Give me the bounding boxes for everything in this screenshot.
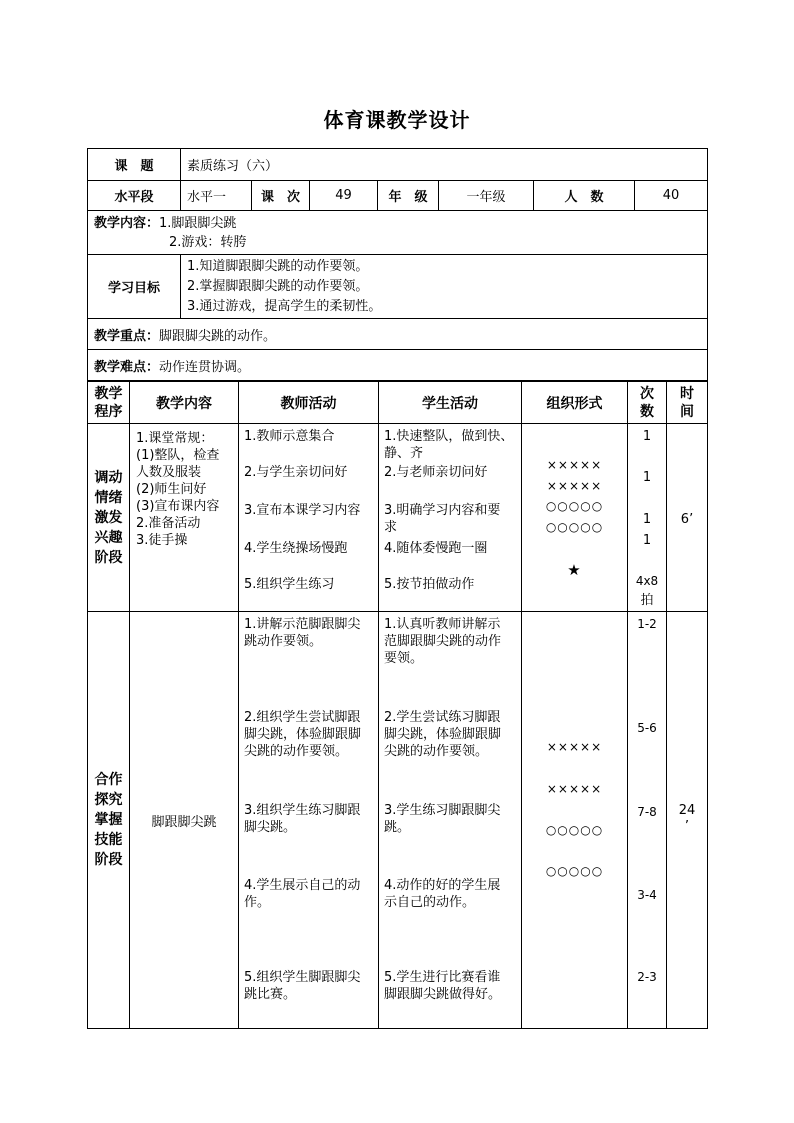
col-procedure-line: 教学	[94, 385, 123, 402]
procedure-table	[87, 381, 708, 1029]
student-item: 1.快速整队，做到快、	[384, 429, 514, 444]
content-line: 1.脚跟脚尖跳	[159, 215, 237, 231]
stage-name-line: 兴趣	[94, 529, 123, 546]
formation-row: ×××××	[546, 782, 603, 796]
times-value: 1	[642, 533, 652, 548]
difficulty-point	[88, 350, 708, 381]
col-procedure-line: 程序	[94, 403, 123, 420]
student-item: 2.与老师亲切问好	[384, 465, 488, 480]
col-duration-line: 间	[680, 403, 694, 420]
teacher-item: 尖跳的动作要领。	[244, 744, 349, 759]
teacher-item: 5.组织学生练习	[244, 577, 335, 592]
times-value: 5-6	[637, 721, 657, 735]
student-item: 5.按节拍做动作	[384, 577, 475, 592]
student-item: 4.随体委慢跑一圈	[384, 541, 488, 556]
formation-row: ×××××	[546, 740, 603, 754]
times-value: 1-2	[637, 617, 657, 631]
student-item: 5.学生进行比赛看谁	[384, 970, 501, 985]
formation-row: ○○○○○	[545, 499, 604, 513]
student-item: 3.明确学习内容和要	[384, 503, 501, 518]
content-item: 3.徒手操	[136, 533, 188, 548]
teacher-item: 跳动作要领。	[244, 634, 323, 649]
goals-list	[181, 255, 708, 319]
teacher-item: 3.宣布本课学习内容	[244, 503, 361, 518]
goal-item: 2.掌握脚跟脚尖跳的动作要领。	[187, 278, 369, 294]
col-times	[628, 382, 667, 424]
stage-row-warmup	[88, 424, 708, 612]
duration-value: ’	[684, 819, 690, 834]
content-item: (1)整队，检查	[136, 448, 220, 463]
student-item: 静、齐	[384, 446, 424, 461]
key-point	[88, 319, 708, 350]
people-label: 人 数	[534, 181, 635, 211]
stage-name-line: 激发	[94, 509, 123, 526]
stage-name-line: 阶段	[94, 549, 123, 566]
times-cell	[628, 424, 667, 612]
student-item: 脚尖跳，体验脚跟脚	[384, 727, 502, 742]
stage-content: 脚跟脚尖跳	[130, 612, 239, 1029]
duration-value: 24	[678, 803, 696, 818]
formation-row: ○○○○○	[545, 520, 604, 534]
stage-name-line: 合作	[94, 772, 123, 788]
lesson-info-table	[87, 148, 708, 381]
teacher-item: 3.组织学生练习脚跟	[244, 803, 361, 818]
col-teacher: 教师活动	[239, 382, 379, 424]
times-value: 7-8	[637, 805, 657, 819]
col-procedure	[88, 382, 130, 424]
teacher-activity	[239, 612, 379, 1029]
times-value: 2-3	[637, 970, 657, 984]
content-line: 2.游戏：转胯	[169, 234, 247, 250]
col-times-line: 次	[640, 385, 654, 402]
formation-row: ○○○○○	[545, 823, 604, 837]
grade-value: 一年级	[439, 181, 534, 211]
stage-name-line: 掌握	[94, 812, 123, 828]
people-value: 40	[635, 181, 708, 211]
stage-name	[88, 612, 130, 1029]
teacher-item: 脚尖跳。	[244, 820, 297, 835]
organization-form	[522, 424, 628, 612]
stage-name-line: 探究	[94, 792, 123, 808]
student-item: 示自己的动作。	[384, 895, 476, 910]
times-value: 1	[642, 512, 652, 527]
stage-name-line: 技能	[94, 832, 123, 848]
content-item: 1.课堂常规：	[136, 431, 214, 446]
student-item: 3.学生练习脚跟脚尖	[384, 803, 501, 818]
content-item: (2)师生问好	[136, 482, 207, 497]
goal-item: 1.知道脚跟脚尖跳的动作要领。	[187, 258, 369, 274]
topic-value: 素质练习（六）	[181, 149, 708, 181]
stage-name-line: 调动	[94, 469, 123, 486]
topic-label: 课 题	[88, 149, 181, 181]
student-item: 2.学生尝试练习脚跟	[384, 710, 501, 725]
student-item: 1.认真听教师讲解示	[384, 617, 501, 632]
grade-label: 年 级	[378, 181, 439, 211]
teacher-item: 2.组织学生尝试脚跟	[244, 710, 361, 725]
col-organization: 组织形式	[522, 382, 628, 424]
stage-name	[88, 424, 130, 612]
teacher-item: 跳比赛。	[244, 987, 297, 1002]
times-value: 4x8	[635, 574, 659, 588]
times-value: 拍	[640, 593, 654, 608]
times-value: 1	[642, 470, 652, 485]
teacher-item: 1.教师示意集合	[244, 429, 335, 444]
content-label: 教学内容：	[94, 215, 160, 231]
student-activity	[379, 612, 522, 1029]
stage-row-skill	[88, 612, 708, 1029]
stage-content	[130, 424, 239, 612]
organization-form	[522, 612, 628, 1029]
student-activity	[379, 424, 522, 612]
difficulty-label: 教学难点：	[94, 359, 160, 375]
key-value: 脚跟脚尖跳的动作。	[159, 328, 277, 344]
level-label: 水平段	[88, 181, 181, 211]
student-item: 范脚跟脚尖跳的动作	[384, 634, 502, 649]
content-item: 人数及服装	[136, 465, 202, 480]
student-item: 要领。	[384, 651, 424, 666]
col-times-line: 数	[640, 403, 654, 420]
student-item: 求	[384, 520, 398, 535]
col-duration-line: 时	[680, 385, 694, 402]
col-duration	[667, 382, 708, 424]
duration-value: 6’	[680, 512, 694, 527]
teacher-item: 4.学生展示自己的动	[244, 878, 361, 893]
page-title: 体育课教学设计	[323, 108, 471, 132]
teacher-item: 脚尖跳，体验脚跟脚	[244, 727, 362, 742]
teaching-content	[88, 211, 708, 255]
lesson-value: 49	[310, 181, 378, 211]
formation-row: ○○○○○	[545, 864, 604, 878]
formation-row: ×××××	[546, 458, 603, 472]
teacher-item: 1.讲解示范脚跟脚尖	[244, 617, 361, 632]
teacher-star-icon: ★	[567, 561, 582, 579]
duration-cell	[667, 424, 708, 612]
teacher-item: 2.与学生亲切问好	[244, 465, 348, 480]
teacher-item: 作。	[244, 895, 271, 910]
key-label: 教学重点：	[94, 328, 160, 344]
lesson-label: 课 次	[252, 181, 310, 211]
goal-item: 3.通过游戏，提高学生的柔韧性。	[187, 298, 382, 314]
stage-name-line: 阶段	[94, 852, 123, 868]
col-content: 教学内容	[130, 382, 239, 424]
difficulty-value: 动作连贯协调。	[159, 359, 251, 375]
times-value: 3-4	[637, 888, 657, 902]
times-value: 1	[642, 429, 652, 444]
stage-name-line: 情绪	[94, 489, 123, 506]
times-cell	[628, 612, 667, 1029]
col-student: 学生活动	[379, 382, 522, 424]
formation-row: ×××××	[546, 479, 603, 493]
content-item: (3)宣布课内容	[136, 499, 220, 514]
student-item: 4.动作的好的学生展	[384, 878, 501, 893]
goals-label: 学习目标	[88, 255, 181, 319]
level-value: 水平一	[181, 181, 252, 211]
teacher-item: 5.组织学生脚跟脚尖	[244, 970, 361, 985]
teacher-activity	[239, 424, 379, 612]
duration-cell	[667, 612, 708, 1029]
student-item: 脚跟脚尖跳做得好。	[384, 987, 502, 1002]
student-item: 跳。	[384, 820, 411, 835]
teacher-item: 4.学生绕操场慢跑	[244, 541, 348, 556]
student-item: 尖跳的动作要领。	[384, 744, 489, 759]
content-item: 2.准备活动	[136, 516, 201, 531]
